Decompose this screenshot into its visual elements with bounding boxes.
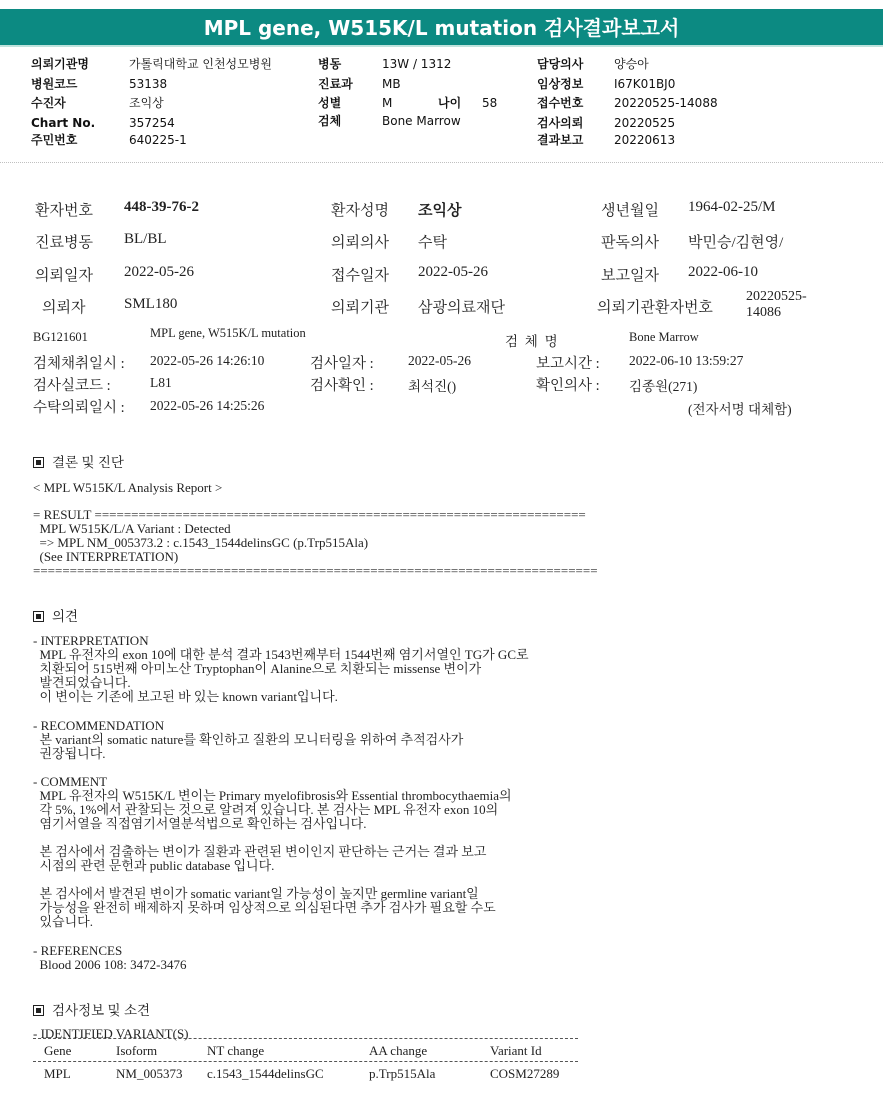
patient-no-label: 환자번호 bbox=[35, 203, 93, 219]
report-time-value: 2022-06-10 13:59:27 bbox=[629, 353, 744, 368]
ward-label: 병동 bbox=[318, 57, 342, 71]
receipt-no-value: 20220525-14088 bbox=[614, 96, 718, 110]
receipt-date-label: 접수일자 bbox=[331, 268, 389, 284]
requester-value: SML180 bbox=[124, 296, 178, 312]
patient-no-value: 448-39-76-2 bbox=[124, 199, 199, 215]
hospital-name-label: 의뢰기관명 bbox=[31, 57, 89, 71]
recommendation-block: - RECOMMENDATION 본 variant의 somatic nature를 확인하고 질환의 모니터링을 위하여 추적검사가 권장됩니다. bbox=[33, 718, 464, 761]
age-label: 나이 bbox=[438, 96, 462, 110]
comment-block: - COMMENT MPL 유전자의 W515K/L 변이는 Primary myelofibrosis와 Essential thrombocythaemia의 각 5%, 1%에서 관찰되는 것으로 알려져 있습니다. 본 검사는 MPL 유전자 exon 10의 염기서열을 직접염기서열분석법으로 확인하는 검사입니다. 본 검사에서 검출하는 변이가 질환과 관련된 변이인지 판단하는 근거는 결과 보고 시점의 관련 문헌과 public database 입니다. 본 검사에서 발견된 변이가 somatic variant일 가능성이 높지만 germline variant일 가능성을 완전히 배제하지 못하며 임상적으로 의심된다면 추가 검사가 필요할 수도 있습니다. bbox=[33, 774, 512, 929]
patient-name-value: 조익상 bbox=[418, 203, 462, 219]
cell-gene: MPL bbox=[44, 1066, 71, 1081]
report-date-value: 2022-06-10 bbox=[688, 264, 758, 280]
collect-value: 2022-05-26 14:26:10 bbox=[150, 353, 265, 368]
receipt-no-label: 접수번호 bbox=[537, 96, 584, 110]
patient-ward-label: 진료병동 bbox=[35, 235, 93, 251]
references-block: - REFERENCES Blood 2006 108: 3472-3476 bbox=[33, 943, 187, 972]
identified-variants-label: - IDENTIFIED VARIANT(S) bbox=[33, 1026, 189, 1041]
col-aa-change-header: AA change bbox=[369, 1043, 428, 1058]
recipient-label: 수진자 bbox=[31, 96, 66, 110]
sex-label: 성별 bbox=[318, 96, 342, 110]
birth-value: 1964-02-25/M bbox=[688, 199, 776, 215]
ref-org-label: 의뢰기관 bbox=[331, 300, 389, 316]
ref-doctor-value: 수탁 bbox=[418, 235, 447, 251]
conclusion-title: 결론 및 진단 bbox=[52, 455, 124, 470]
report-title: MPL gene, W515K/L mutation 검사결과보고서 bbox=[0, 9, 883, 47]
interpretation-block: - INTERPRETATION MPL 유전자의 exon 10에 대한 분석 결과 1543번째부터 1544번째 염기서열인 TG가 GC로 치환되어 515번째 아미노산 Tryptophan이 Alanine으로 치환되는 missense 변이가 발견되었습니다. 이 변이는 기존에 보고된 바 있는 known variant입니다. bbox=[33, 633, 529, 704]
confirm-label: 검사확인 : bbox=[310, 378, 374, 394]
col-nt-change-header: NT change bbox=[207, 1043, 265, 1058]
result-report-value: 20220613 bbox=[614, 133, 676, 147]
test-date-label: 검사일자 : bbox=[310, 356, 374, 372]
cell-nt-change: c.1543_1544delinsGC bbox=[207, 1066, 324, 1081]
confirm-doctor-value: 김종원(271) bbox=[629, 379, 698, 394]
room-code-label: 검사실코드 : bbox=[33, 378, 111, 394]
section-square-icon bbox=[33, 457, 44, 468]
doctor-value: 양승아 bbox=[614, 57, 649, 71]
age-value: 58 bbox=[482, 96, 498, 110]
resident-no-value: 640225-1 bbox=[129, 133, 187, 147]
reader-label: 판독의사 bbox=[601, 235, 659, 251]
test-code: BG121601 bbox=[33, 330, 88, 344]
confirm-doctor-label: 확인의사 : bbox=[536, 378, 600, 394]
variant-table-header bbox=[33, 1039, 578, 1061]
cell-isoform: NM_005373 bbox=[116, 1066, 183, 1081]
resident-no-label: 주민번호 bbox=[31, 133, 78, 147]
test-specimen-label: 검 체 명 bbox=[505, 334, 558, 349]
ref-org-patient-no-label: 의뢰기관환자번호 bbox=[597, 300, 713, 316]
esign-note: (전자서명 대체함) bbox=[688, 402, 792, 417]
col-gene-header: Gene bbox=[44, 1043, 72, 1058]
opinion-heading bbox=[33, 605, 78, 625]
birth-label: 생년월일 bbox=[601, 203, 659, 219]
hospital-code-label: 병원코드 bbox=[31, 77, 78, 91]
confirm-value: 최석진() bbox=[408, 379, 457, 394]
cell-aa-change: p.Trp515Ala bbox=[369, 1066, 436, 1081]
variant-table bbox=[33, 1038, 578, 1084]
clinical-info-value: I67K01BJ0 bbox=[614, 77, 676, 91]
report-time-label: 보고시간 : bbox=[536, 356, 600, 372]
test-request-value: 20220525 bbox=[614, 116, 676, 130]
ref-org-value: 삼광의료재단 bbox=[418, 300, 505, 316]
section-square-icon bbox=[33, 1005, 44, 1016]
report-date-label: 보고일자 bbox=[601, 268, 659, 284]
test-request-label: 검사의뢰 bbox=[537, 116, 584, 130]
requester-label: 의뢰자 bbox=[42, 300, 86, 316]
patient-ward-value: BL/BL bbox=[124, 231, 167, 247]
info-title: 검사정보 및 소견 bbox=[52, 1003, 151, 1018]
opinion-title: 의견 bbox=[52, 609, 79, 624]
header-divider bbox=[0, 162, 883, 163]
collect-label: 검체채취일시 : bbox=[33, 356, 125, 372]
sex-value: M bbox=[382, 96, 393, 110]
consign-label: 수탁의뢰일시 : bbox=[33, 400, 125, 416]
result-block: = RESULT =================================================================== MPL W515K/L/A Variant : Detected => MPL NM_005373.2 : c.1543_1544delinsGC (p.Trp515Ala) (See INTERPRETATION) ============================================================================= bbox=[33, 507, 598, 578]
request-date-label: 의뢰일자 bbox=[35, 268, 93, 284]
test-name: MPL gene, W515K/L mutation bbox=[150, 326, 306, 340]
col-isoform-header: Isoform bbox=[116, 1043, 158, 1058]
patient-name-label: 환자성명 bbox=[331, 203, 389, 219]
table-row bbox=[33, 1062, 578, 1084]
ward-value: 13W / 1312 bbox=[382, 57, 452, 71]
ref-org-patient-no-value-line2: 14086 bbox=[746, 305, 781, 320]
section-square-icon bbox=[33, 611, 44, 622]
clinical-info-label: 임상정보 bbox=[537, 77, 584, 91]
department-label: 진료과 bbox=[318, 77, 353, 91]
request-date-value: 2022-05-26 bbox=[124, 264, 194, 280]
specimen-value: Bone Marrow bbox=[382, 114, 461, 128]
consign-value: 2022-05-26 14:25:26 bbox=[150, 398, 265, 413]
cell-variant-id: COSM27289 bbox=[490, 1066, 560, 1081]
col-variant-id-header: Variant Id bbox=[490, 1043, 542, 1058]
conclusion-heading bbox=[33, 451, 124, 471]
room-code-value: L81 bbox=[150, 375, 172, 390]
test-date-value: 2022-05-26 bbox=[408, 353, 471, 368]
doctor-label: 담당의사 bbox=[537, 57, 584, 71]
reader-value: 박민승/김현영/ bbox=[688, 235, 784, 251]
receipt-date-value: 2022-05-26 bbox=[418, 264, 488, 280]
info-heading bbox=[33, 999, 150, 1019]
ref-org-patient-no-value-line1: 20220525- bbox=[746, 289, 807, 304]
chart-no-label: Chart No. bbox=[31, 116, 96, 130]
result-report-label: 결과보고 bbox=[537, 133, 584, 147]
department-value: MB bbox=[382, 77, 401, 91]
hospital-code-value: 53138 bbox=[129, 77, 168, 91]
recipient-value: 조익상 bbox=[129, 96, 164, 110]
ref-doctor-label: 의뢰의사 bbox=[331, 235, 389, 251]
hospital-name-value: 가톨릭대학교 인천성모병원 bbox=[129, 57, 272, 71]
specimen-label: 검체 bbox=[318, 114, 342, 128]
chart-no-value: 357254 bbox=[129, 116, 175, 130]
test-specimen-value: Bone Marrow bbox=[629, 330, 699, 344]
report-heading: < MPL W515K/L Analysis Report > bbox=[33, 480, 223, 495]
